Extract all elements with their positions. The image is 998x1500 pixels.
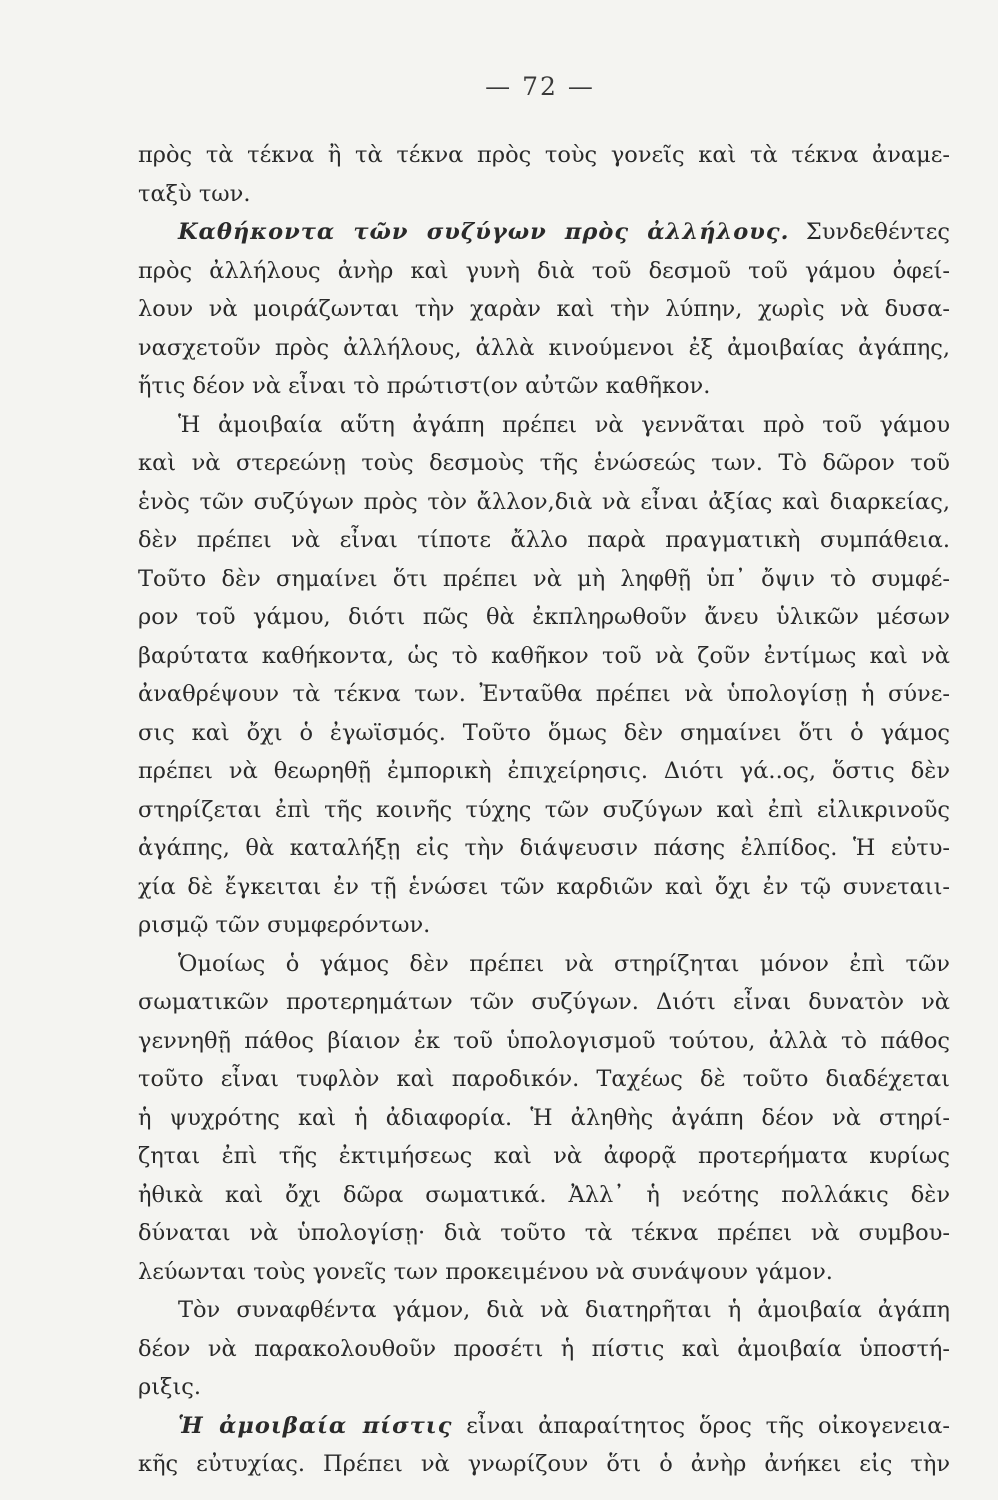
text-line: ἀναθρέψουν τὰ τέκνα των. Ἐνταῦθα πρέπει νὰ ὑπολογίσῃ ἡ σύνε- [138, 681, 950, 707]
text-line: ἀγάπης, θὰ καταλήξῃ εἰς τὴν διάψευσιν πάσης ἐλπίδος. Ἡ εὐτυ- [138, 835, 950, 861]
section-heading-line [138, 213, 950, 252]
text-line: Ὁμοίως ὁ γάμος δὲν πρέπει νὰ στηρίζηται μόνον ἐπὶ τῶν [178, 950, 950, 977]
text-line: δύναται νὰ ὑπολογίσῃ· διὰ τοῦτο τὰ τέκνα πρέπει νὰ συμβου- [138, 1220, 950, 1246]
text-line: σωματικῶν προτερημάτων τῶν συζύγων. Διότι εἶναι δυνατὸν νὰ [138, 989, 950, 1015]
text-line: δέον νὰ παρακολουθοῦν προσέτι ἡ πίστις καὶ ἀμοιβαία ὑποστή- [138, 1335, 950, 1362]
text-line: ἥτις δέον νὰ εἶναι τὸ πρώτιστ(ον αὐτῶν καθῆκον. [138, 373, 711, 399]
text-line: νασχετοῦν πρὸς ἀλλήλους, ἀλλὰ κινούμενοι ἐξ ἀμοιβαίας ἀγάπης, [138, 334, 950, 361]
text-run: Συνδεθέντες [789, 219, 950, 245]
text-line: χία δὲ ἔγκειται ἐν τῇ ἑνώσει τῶν καρδιῶν καὶ ὄχι ἐν τῷ συνεταιι- [138, 873, 950, 900]
text-line: ριξις. [138, 1374, 202, 1400]
text-line: καὶ νὰ στερεώνῃ τοὺς δεσμοὺς τῆς ἑνώσεώς των. Τὸ δῶρον τοῦ [138, 450, 950, 476]
text-line: τοῦτο εἶναι τυφλὸν καὶ παροδικόν. Ταχέως δὲ τοῦτο διαδέχεται [138, 1066, 950, 1092]
text-line: δὲν πρέπει νὰ εἶναι τίποτε ἄλλο παρὰ πραγματικὴ συμπάθεια. [138, 527, 950, 553]
text-line: ζηται ἐπὶ τῆς ἐκτιμήσεως καὶ νὰ ἀφορᾷ προτερήματα κυρίως [138, 1143, 950, 1169]
text-line: λουν νὰ μοιράζωνται τὴν χαρὰν καὶ τὴν λύπην, χωρὶς νὰ δυσα- [138, 296, 950, 322]
page-number: — 72 — [485, 72, 595, 101]
text-line: Τὸν συναφθέντα γάμον, διὰ νὰ διατηρῆται ἡ ἀμοιβαία ἀγάπη [178, 1297, 950, 1323]
text-line: πρέπει νὰ θεωρηθῇ ἐμπορικὴ ἐπιχείρησις. Διότι γά..ος, ὅστις δὲν [138, 758, 950, 784]
section-heading: Καθήκοντα τῶν συζύγων πρὸς ἀλλήλους. [178, 219, 790, 245]
text-line: Ἡ ἀμοιβαία αὕτη ἀγάπη πρέπει νὰ γεννᾶται πρὸ τοῦ γάμου [178, 411, 950, 438]
text-line: στηρίζεται ἐπὶ τῆς κοινῆς τύχης τῶν συζύγων καὶ ἐπὶ εἰλικρινοῦς [138, 796, 950, 823]
section-heading: Ἡ ἀμοιβαία πίστις [178, 1412, 453, 1439]
text-line: βαρύτατα καθήκοντα, ὡς τὸ καθῆκον τοῦ νὰ ζοῦν ἐντίμως καὶ νὰ [138, 642, 950, 669]
text-line: Τοῦτο δὲν σημαίνει ὅτι πρέπει νὰ μὴ ληφθῇ ὑπ᾿ ὄψιν τὸ συμφέ- [138, 565, 950, 592]
text-line: ρισμῷ τῶν συμφερόντων. [138, 912, 431, 938]
section-heading-line [138, 1407, 950, 1446]
text-line: πρὸς τὰ τέκνα ἢ τὰ τέκνα πρὸς τοὺς γονεῖς καὶ τὰ τέκνα ἀναμε- [138, 142, 950, 168]
text-line: ταξὺ των. [138, 180, 251, 207]
text-line: γεννηθῇ πάθος βίαιον ἐκ τοῦ ὑπολογισμοῦ τούτου, ἀλλὰ τὸ πάθος [138, 1027, 950, 1054]
text-line: σις καὶ ὄχι ὁ ἐγωϊσμός. Τοῦτο ὅμως δὲν σημαίνει ὅτι ὁ γάμος [138, 719, 950, 746]
text-line: ἡ ψυχρότης καὶ ἡ ἀδιαφορία. Ἡ ἀληθὴς ἀγάπη δέον νὰ στηρί- [138, 1104, 950, 1131]
text-run: εἶναι ἀπαραίτητος ὅρος τῆς οἰκογενεια- [452, 1412, 950, 1439]
text-line: πρὸς ἀλλήλους ἀνὴρ καὶ γυνὴ διὰ τοῦ δεσμοῦ τοῦ γάμου ὀφεί- [138, 257, 950, 284]
body-text [138, 136, 950, 1484]
text-line: ἠθικὰ καὶ ὄχι δῶρα σωματικά. Ἀλλ᾿ ἡ νεότης πολλάκις δὲν [138, 1181, 950, 1208]
text-line: ρον τοῦ γάμου, διότι πῶς θὰ ἐκπληρωθοῦν ἄνευ ὑλικῶν μέσων [138, 604, 950, 630]
text-line: λεύωνται τοὺς γονεῖς των προκειμένου νὰ συνάψουν γάμον. [138, 1258, 833, 1285]
text-line: κῆς εὐτυχίας. Πρέπει νὰ γνωρίζουν ὅτι ὁ ἀνὴρ ἀνήκει εἰς τὴν [138, 1451, 950, 1477]
text-line: ἑνὸς τῶν συζύγων πρὸς τὸν ἄλλον,διὰ νὰ εἶναι ἀξίας καὶ διαρκείας, [138, 488, 950, 515]
